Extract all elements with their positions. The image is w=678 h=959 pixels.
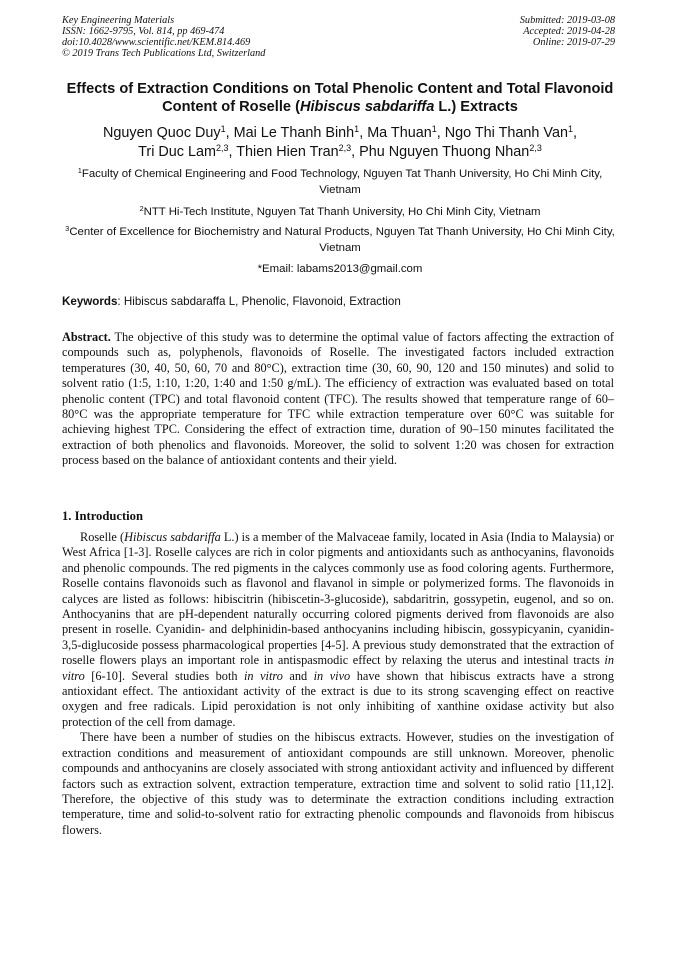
affiliation-2: $^2$NTT Hi-Tech Institute, Nguyen Tat Thanh University, Ho Chi Minh City, Vietnam (139, 204, 541, 218)
author: Thien Hien Tran$^{2,3}$ (236, 143, 352, 160)
keywords (62, 294, 618, 310)
introduction (62, 530, 614, 838)
affiliation-3: $^3$Center of Excellence for Biochemistry and Natural Products, Nguyen Tat Thanh University, Ho Chi Minh City, Vietnam (65, 224, 615, 254)
author-list: Nguyen Quoc Duy$^1$, Mai Le Thanh Binh$^1$, Ma Thuan$^1$, Ngo Thi Thanh Van$^1$, Tri Duc Lam$^{2,3}$, Thien Hien Tran$^{2,3}$, Phu Nguyen Thuong Nhan$^{2,3}$ (103, 124, 577, 160)
section-heading: 1. Introduction (62, 509, 143, 523)
keywords-label: Keywords (62, 295, 118, 308)
journal-name: Key Engineering Materials (62, 15, 175, 26)
intro-paragraph-2: There have been a number of studies on the hibiscus extracts. However, studies on the investigation of extraction conditions and measurement of antioxidant compounds are still unknown. Moreover, phenolic compounds and anthocyanins are closely associated with strong antioxidant activity and influenced by different factors such as extraction solvent, extraction temperature, extraction time and solvent to solid ratio [11,12]. Therefore, the objective of this study was to determinate the extraction conditions including extraction temperature, time and solid-to-solvent ratio for extracting phenolic compounds and flavonoids from hibiscus flowers. (62, 730, 614, 837)
title-part-1: Effects of Extraction Conditions on Total Phenolic Content and Total Flavonoid Content of Roselle ( (66, 81, 614, 115)
copyright-line: © 2019 Trans Tech Publications Ltd, Switzerland (62, 48, 266, 59)
author: Phu Nguyen Thuong Nhan$^{2,3}$ (359, 143, 542, 160)
author: Tri Duc Lam$^{2,3}$ (138, 143, 229, 160)
abstract-text: The objective of this study was to determine the optimal value of factors affecting the extraction of compounds such as, polyphenols, flavonoids of Roselle. The investigated factors included extraction temperatures (30, 40, 50, 60, 70 and 80°C), extraction time (30, 60, 90, 120 and 150 minutes) and solid to solvent ratio (1:5, 1:10, 1:20, 1:40 and 1:50 g/mL). The efficiency of extraction was evaluated based on total phenolic content (TPC) and total flavonoid content (TFC). The results showed that temperature range of 60–80°C was the appropriate temperature for TFC while extraction temperature over 60°C was suitable for achieving highest TPC. Considering the effect of extraction time, duration of 90–150 minutes facilitated the extraction of both phenolics and flavonoids. Moreover, the solid to solvent 1:20 was chosen for extraction process based on the balance of antioxidant contents and their yield. (62, 330, 614, 468)
author-email: *Email: labams2013@gmail.com (257, 263, 423, 275)
issn-line: ISSN: 1662-9795, Vol. 814, pp 469-474 (62, 26, 225, 37)
author: Ngo Thi Thanh Van$^1$ (444, 124, 573, 141)
submission-dates (520, 15, 615, 48)
author: Nguyen Quoc Duy$^1$ (103, 124, 226, 141)
keywords-text: : Hibiscus sabdaraffa L, Phenolic, Flavonoid, Extraction (117, 295, 401, 308)
doi-line: doi:10.4028/www.scientific.net/KEM.814.469 (62, 37, 251, 48)
abstract-label: Abstract. (62, 330, 111, 344)
title-part-2: L.) Extracts (434, 99, 518, 115)
submitted-date: Submitted: 2019-03-08 (519, 15, 615, 26)
paper-title (62, 80, 618, 116)
abstract (62, 330, 614, 469)
accepted-date: Accepted: 2019-04-28 (523, 26, 615, 37)
author: Ma Thuan$^1$ (367, 124, 437, 141)
journal-info (62, 15, 265, 59)
author: Mai Le Thanh Binh$^1$ (233, 124, 360, 141)
online-date: Online: 2019-07-29 (532, 37, 615, 48)
affiliation-1: $^1$Faculty of Chemical Engineering and Food Technology, Nguyen Tat Thanh University, Ho Chi Minh City, Vietnam (77, 166, 603, 196)
intro-paragraph-1: Roselle (Hibiscus sabdariffa L.) is a member of the Malvaceae family, located in Asia (India to Malaysia) or West Africa [1-3]. Roselle calyces are rich in color pigments and antioxidants such as anthocyanins, flavonoids and phenolic compounds. The red pigments in the calyces commonly use as food coloring agents. Furthermore, Roselle contains flavonoids such as flavonol and flavanol in simple or polymerized forms. The flavonoids in calyces are listed as follows: hibiscitrin (hibiscetin-3-glucoside), sabdaritrin, gossypetin, eugenol, and so on. Anthocyanins that are pH-dependent naturally occurring colored pigments derived from flavonoids are also present in roselle. Cyanidin- and delphinidin-based anthocyanins including hibiscin, gossypicyanin, cyanidin-3,5-diglucoside possess pharmacological properties [4-5]. A previous study demonstrated that the extraction of roselle flowers plays an important role in antispasmodic effect by relaxing the uterus and intestinal tracts in vitro [6-10]. Several studies both in vitro and in vivo have shown that hibiscus extracts have a strong antioxidant effect. The antioxidant activity of the extract is due to its strong scavenging effect on reactive oxygen and free radicals. Lipid peroxidation is not only inhibiting of xanthine oxidase activity but also protection of the cell from damage. (62, 530, 614, 729)
title-species: Hibiscus sabdariffa (299, 99, 435, 115)
